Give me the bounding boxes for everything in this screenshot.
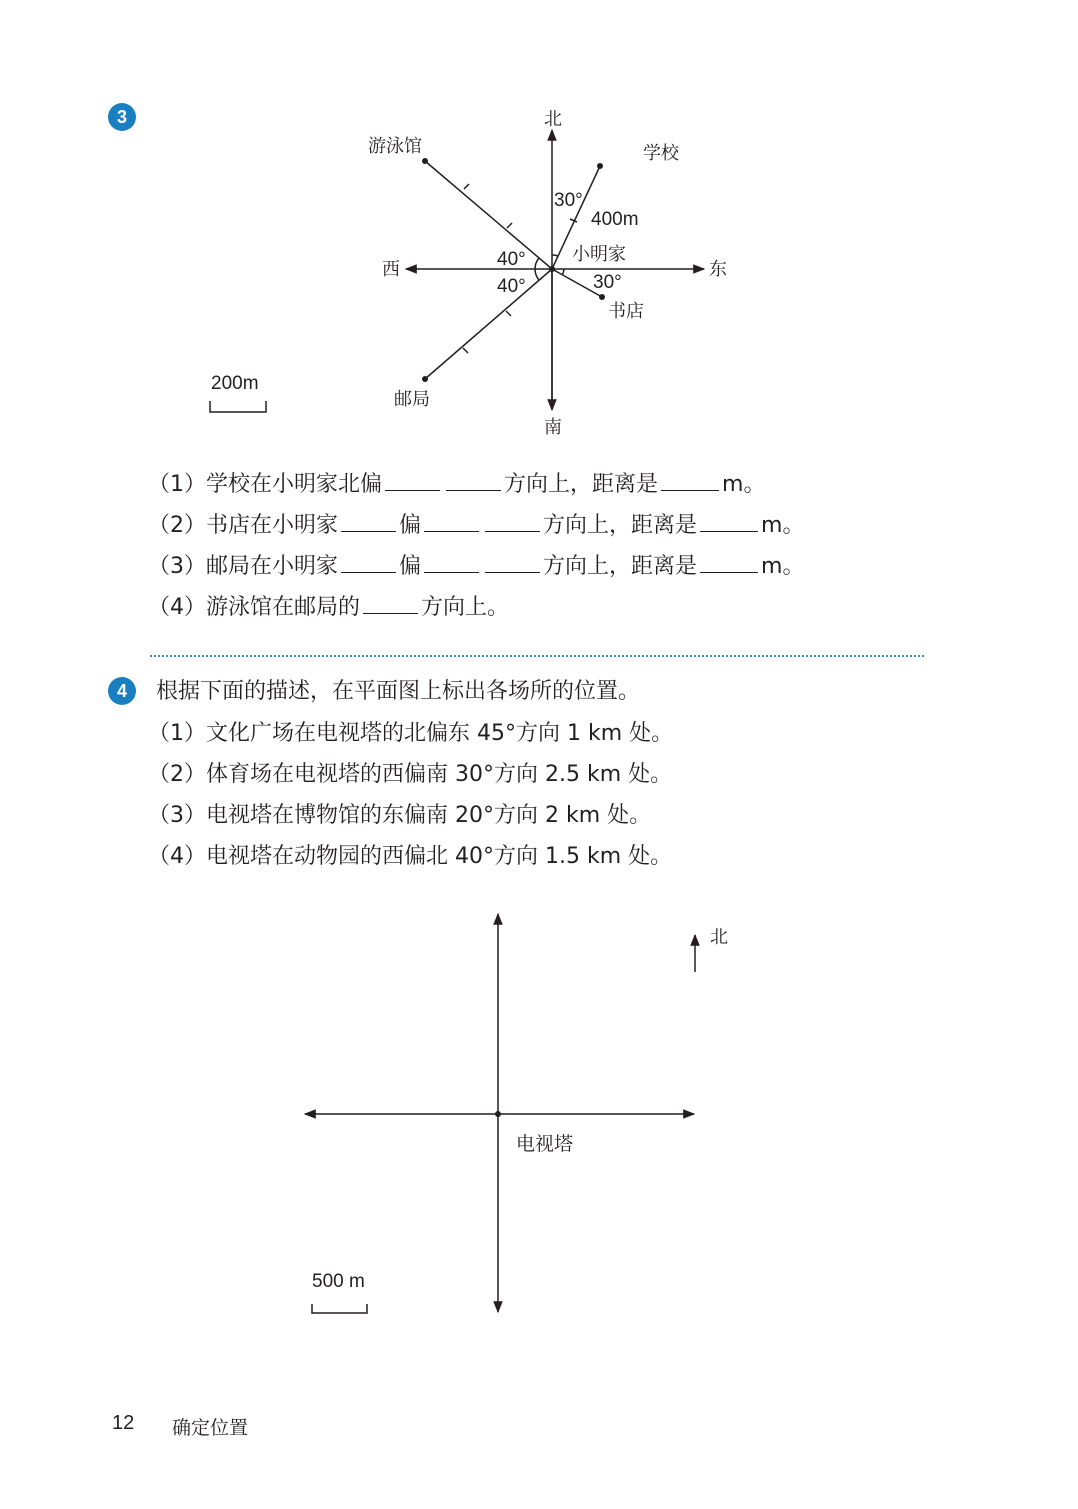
blank[interactable] bbox=[385, 470, 440, 491]
label-bookstore: 书店 bbox=[608, 301, 644, 322]
label-pool: 游泳馆 bbox=[368, 136, 422, 157]
q3-3: （3）邮局在小明家 偏 方向上，距离是 m。 bbox=[148, 554, 805, 579]
blank[interactable] bbox=[363, 593, 418, 614]
blank[interactable] bbox=[424, 552, 479, 573]
label-post-office: 邮局 bbox=[394, 389, 430, 410]
chapter-title: 确定位置 bbox=[172, 1417, 249, 1439]
problem-4-intro: 根据下面的描述，在平面图上标出各场所的位置。 bbox=[156, 679, 641, 704]
angle-bookstore: 30° bbox=[593, 272, 622, 293]
blank[interactable] bbox=[341, 552, 396, 573]
plan-map bbox=[0, 900, 1078, 1340]
label-school: 学校 bbox=[643, 143, 679, 164]
q4-4: （4）电视塔在动物园的西偏北 40°方向 1.5 km 处。 bbox=[148, 844, 673, 869]
q3-2: （2）书店在小明家 偏 方向上，距离是 m。 bbox=[148, 513, 805, 538]
label-east: 东 bbox=[709, 259, 727, 280]
page-number: 12 bbox=[112, 1412, 135, 1434]
blank[interactable] bbox=[341, 511, 396, 532]
q3-1: （1）学校在小明家北偏 方向上，距离是 m。 bbox=[148, 472, 766, 497]
dist-school: 400m bbox=[591, 209, 639, 230]
q3-4: （4）游泳馆在邮局的 方向上。 bbox=[148, 595, 510, 620]
angle-post: 40° bbox=[497, 276, 526, 297]
section-divider bbox=[150, 655, 924, 657]
angle-school: 30° bbox=[554, 190, 583, 211]
problem-4-badge: 4 bbox=[108, 677, 136, 705]
label-south: 南 bbox=[544, 417, 562, 438]
q4-1: （1）文化广场在电视塔的北偏东 45°方向 1 km 处。 bbox=[148, 721, 674, 746]
scale-label-4: 500 m bbox=[312, 1271, 365, 1292]
label-center: 小明家 bbox=[572, 244, 626, 265]
blank[interactable] bbox=[446, 470, 501, 491]
q4-3: （3）电视塔在博物馆的东偏南 20°方向 2 km 处。 bbox=[148, 803, 652, 828]
blank[interactable] bbox=[700, 552, 758, 573]
blank[interactable] bbox=[661, 470, 719, 491]
post-ray bbox=[425, 269, 552, 379]
map-center-label: 电视塔 bbox=[516, 1133, 574, 1155]
blank[interactable] bbox=[700, 511, 758, 532]
scale-bar-3 bbox=[210, 401, 266, 412]
label-west: 西 bbox=[382, 259, 400, 280]
q4-2: （2）体育场在电视塔的西偏南 30°方向 2.5 km 处。 bbox=[148, 762, 673, 787]
map-north-label: 北 bbox=[710, 927, 728, 948]
blank[interactable] bbox=[424, 511, 479, 532]
blank[interactable] bbox=[485, 511, 540, 532]
scale-bar-4 bbox=[312, 1304, 367, 1313]
label-north: 北 bbox=[544, 109, 562, 130]
angle-pool: 40° bbox=[497, 249, 526, 270]
problem-3-badge: 3 bbox=[108, 103, 136, 131]
blank[interactable] bbox=[485, 552, 540, 573]
pool-ray bbox=[425, 161, 552, 269]
scale-label-3: 200m bbox=[211, 373, 259, 394]
compass-diagram bbox=[0, 0, 1078, 450]
